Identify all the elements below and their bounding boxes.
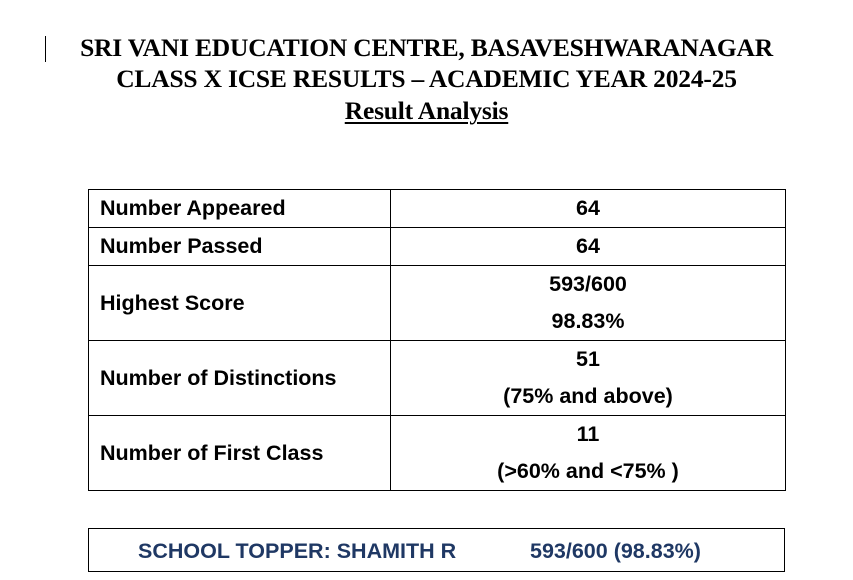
row-value-cell bbox=[391, 416, 786, 491]
section-title: Result Analysis bbox=[344, 96, 509, 125]
row-note: (>60% and <75% ) bbox=[497, 459, 679, 483]
table-row bbox=[89, 190, 786, 228]
topper-score: 593/600 (98.83%) bbox=[530, 539, 701, 563]
table-row bbox=[89, 341, 786, 416]
school-topper-box bbox=[88, 528, 785, 572]
table-row bbox=[89, 228, 786, 266]
row-value-cell bbox=[391, 266, 786, 341]
row-note: (75% and above) bbox=[503, 384, 673, 408]
row-label: Number of First Class bbox=[89, 416, 391, 491]
school-title: SRI VANI EDUCATION CENTRE, BASAVESHWARANAGAR bbox=[80, 33, 773, 62]
results-subtitle: CLASS X ICSE RESULTS – ACADEMIC YEAR 2024-25 bbox=[116, 64, 737, 93]
table-row bbox=[89, 266, 786, 341]
row-value: 64 bbox=[391, 190, 786, 228]
row-value-cell bbox=[391, 341, 786, 416]
row-value: 11 bbox=[576, 422, 600, 446]
row-label: Number Passed bbox=[89, 228, 391, 266]
row-label: Highest Score bbox=[89, 266, 391, 341]
row-value: 64 bbox=[391, 228, 786, 266]
row-value: 593/600 bbox=[549, 272, 627, 296]
table-row bbox=[89, 416, 786, 491]
row-note: 98.83% bbox=[551, 309, 625, 333]
topper-label: SCHOOL TOPPER: SHAMITH R bbox=[138, 539, 457, 563]
row-label: Number Appeared bbox=[89, 190, 391, 228]
row-value: 51 bbox=[576, 347, 600, 371]
results-table bbox=[88, 189, 786, 491]
row-label: Number of Distinctions bbox=[89, 341, 391, 416]
